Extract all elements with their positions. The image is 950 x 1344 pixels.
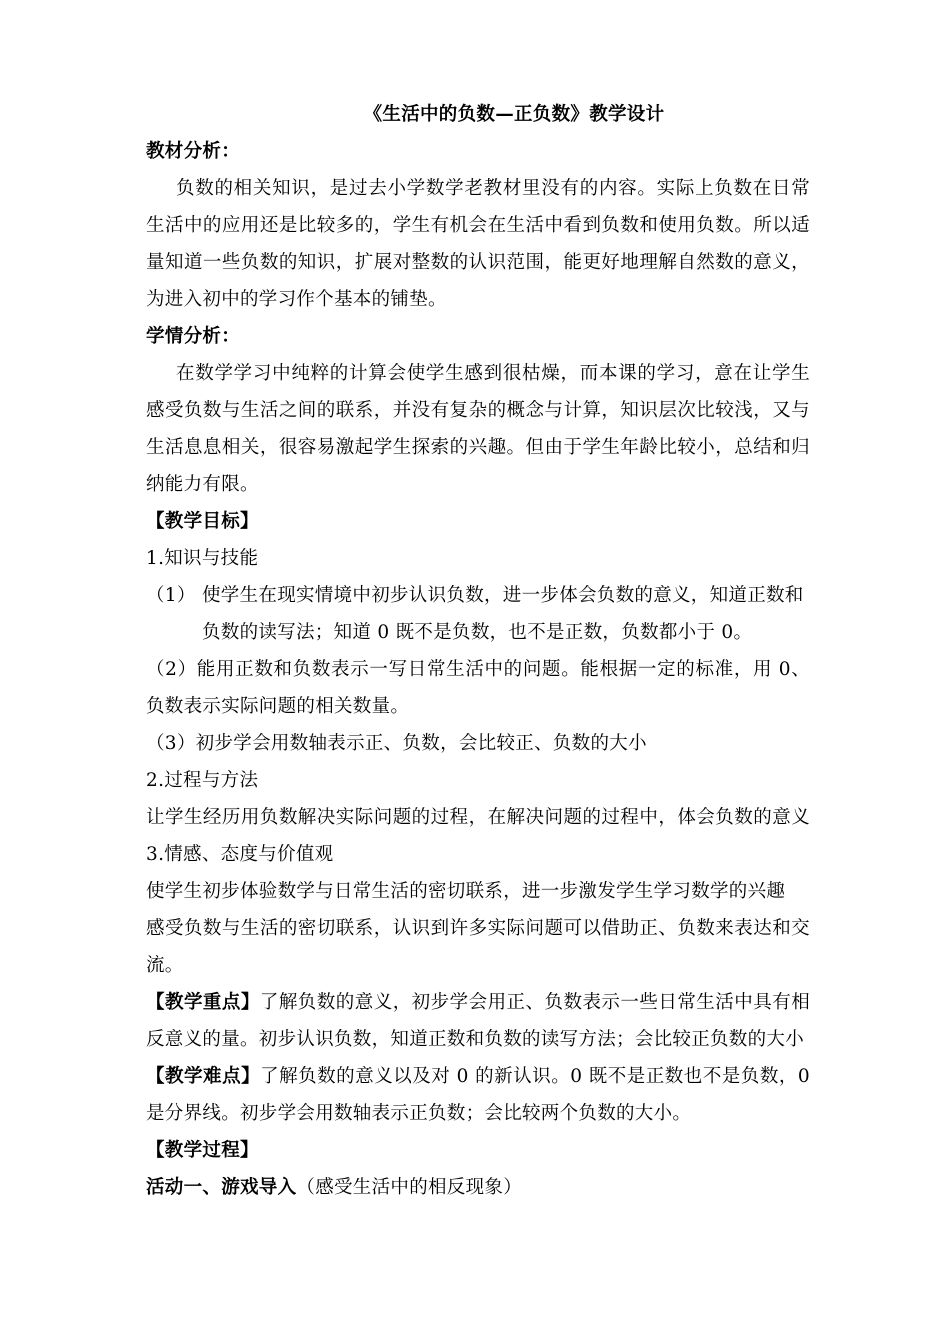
paragraph-line: 感受负数与生活的密切联系，认识到许多实际问题可以借助正、负数来表达和交 (146, 918, 810, 939)
subheading-knowledge-skills: 1.知识与技能 (146, 548, 259, 569)
section-heading-teaching-goals: 【教学目标】 (146, 511, 259, 532)
paragraph-line: 是分界线。初步学会用数轴表示正负数；会比较两个负数的大小。 (146, 1103, 692, 1124)
difficulties-label: 【教学难点】 (146, 1066, 261, 1087)
goal-item-2: （2）能用正数和负数表示一写日常生活中的问题。能根据一定的标准，用 0、 (146, 659, 810, 680)
goal-item-continuation: 负数的读写法；知道 0 既不是负数，也不是正数，负数都小于 0。 (202, 622, 753, 643)
paragraph-line: 使学生初步体验数学与日常生活的密切联系，进一步激发学生学习数学的兴趣 (146, 881, 786, 902)
key-points-text: 了解负数的意义，初步学会用正、负数表示一些日常生活中具有相 (259, 992, 810, 1013)
paragraph-line: 感受负数与生活之间的联系，并没有复杂的概念与计算，知识层次比较浅，又与 (146, 400, 810, 421)
key-points-line (146, 984, 810, 1021)
activity-label: 活动一、游戏导入 (146, 1177, 297, 1198)
paragraph-line: 生活中的应用还是比较多的，学生有机会在生活中看到负数和使用负数。所以适 (146, 215, 810, 236)
subheading-emotion-attitude: 3.情感、态度与价值观 (146, 844, 334, 865)
section-heading-student-analysis: 学情分析： (146, 326, 241, 347)
subheading-process-method: 2.过程与方法 (146, 770, 259, 791)
document-page (146, 96, 810, 1206)
paragraph-line: 为进入初中的学习作个基本的铺垫。 (146, 289, 447, 310)
paragraph-line: 负数的相关知识，是过去小学数学老教材里没有的内容。实际上负数在日常 (176, 178, 810, 199)
paragraph-line: 纳能力有限。 (146, 474, 259, 495)
list-marker: （1） (146, 585, 196, 606)
goal-item-1 (146, 577, 810, 614)
paragraph-line: 生活息息相关，很容易激起学生探索的兴趣。但由于学生年龄比较小，总结和归 (146, 437, 810, 458)
paragraph-line: 流。 (146, 955, 184, 976)
paragraph-line: 反意义的量。初步认识负数，知道正数和负数的读写方法；会比较正负数的大小 (146, 1029, 805, 1050)
difficulties-text: 了解负数的意义以及对 0 的新认识。0 既不是正数也不是负数，0 (260, 1066, 810, 1087)
paragraph-line: 让学生经历用负数解决实际问题的过程，在解决问题的过程中，体会负数的意义 (146, 807, 810, 828)
section-heading-textbook-analysis: 教材分析： (146, 141, 241, 162)
document-title: 《生活中的负数—正负数》教学设计 (363, 104, 665, 125)
activity-line (146, 1169, 810, 1206)
activity-note: （感受生活中的相反现象） (296, 1177, 523, 1198)
goal-item-3: （3）初步学会用数轴表示正、负数，会比较正、负数的大小 (146, 733, 647, 754)
goal-item-continuation: 负数表示实际问题的相关数量。 (146, 696, 410, 717)
section-heading-teaching-process: 【教学过程】 (146, 1140, 259, 1161)
difficulties-line (146, 1058, 810, 1095)
goal-item-text: 使学生在现实情境中初步认识负数，进一步体会负数的意义，知道正数和 (202, 585, 804, 606)
paragraph-line: 量知道一些负数的知识，扩展对整数的认识范围，能更好地理解自然数的意义， (146, 252, 810, 273)
paragraph-line: 在数学学习中纯粹的计算会使学生感到很枯燥，而本课的学习，意在让学生 (176, 363, 810, 384)
key-points-label: 【教学重点】 (146, 992, 260, 1013)
